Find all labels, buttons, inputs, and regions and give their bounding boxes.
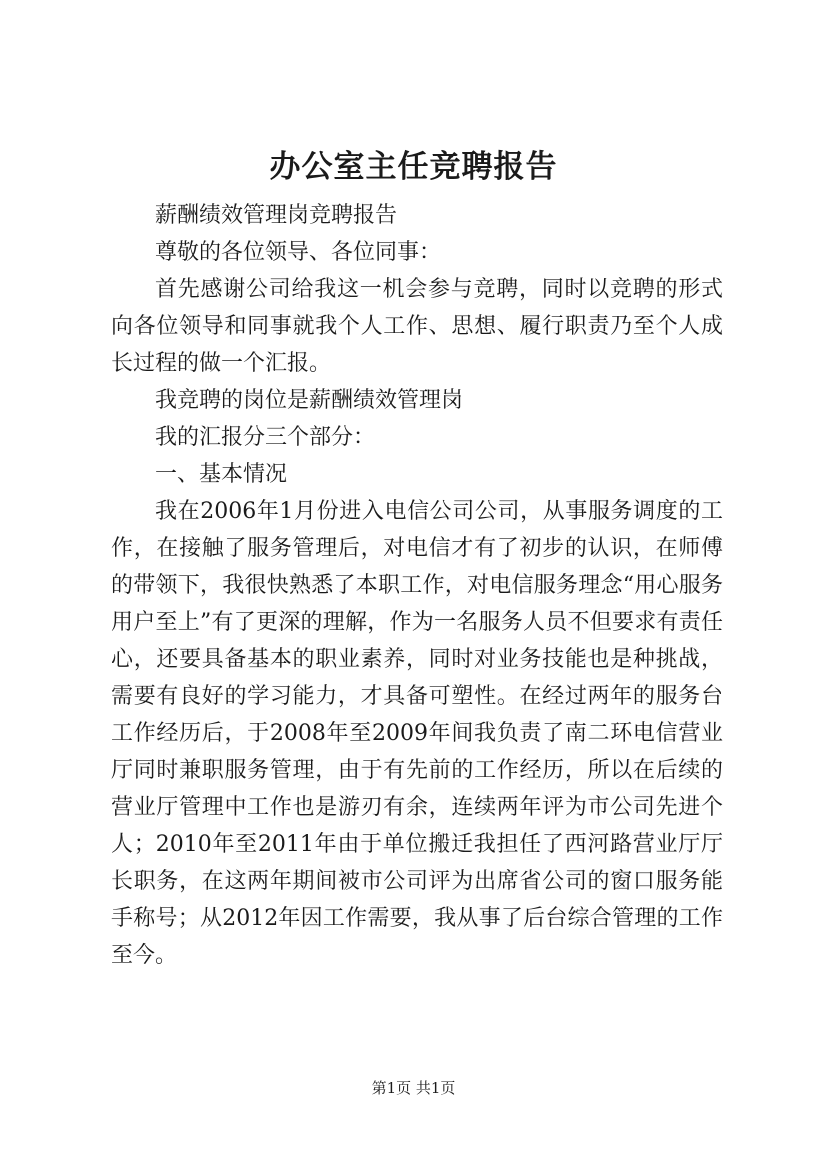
page-footer: 第1页 共1页 bbox=[371, 1079, 456, 1097]
paragraph-outline: 我的汇报分三个部分： bbox=[155, 425, 376, 450]
section-heading-basic-info: 一、基本情况 bbox=[155, 462, 288, 487]
paragraph-position: 我竞聘的岗位是薪酬绩效管理岗 bbox=[155, 388, 464, 413]
document-body bbox=[111, 197, 723, 974]
paragraph-intro: 首先感谢公司给我这一机会参与竞聘，同时以竞聘的形式向各位领导和同事就我个人工作、思想、履行职责乃至个人成长过程的做一个汇报。 bbox=[111, 277, 723, 376]
document-title: 办公室主任竞聘报告 bbox=[269, 149, 558, 185]
paragraph-salutation: 尊敬的各位领导、各位同事： bbox=[155, 240, 442, 265]
paragraph-basic-info: 我在2006年1月份进入电信公司公司，从事服务调度的工作，在接触了服务管理后，对电信才有了初步的认识，在师傅的带领下，我很快熟悉了本职工作，对电信服务理念“用心服务用户至上”有了更深的理解，作为一名服务人员不但要求有责任心，还要具备基本的职业素养，同时对业务技能也是种挑战，需要有良好的学习能力，才具备可塑性。在经过两年的服务台工作经历后，于2008年至2009年间我负责了南二环电信营业厅同时兼职服务管理，由于有先前的工作经历，所以在后续的营业厅管理中工作也是游刃有余，连续两年评为市公司先进个人；2010年至2011年由于单位搬迁我担任了西河路营业厅厅长职务，在这两年期间被市公司评为出席省公司的窗口服务能手称号；从2012年因工作需要，我从事了后台综合管理的工作至今。 bbox=[111, 499, 723, 968]
paragraph-subtitle: 薪酬绩效管理岗竞聘报告 bbox=[155, 203, 398, 228]
